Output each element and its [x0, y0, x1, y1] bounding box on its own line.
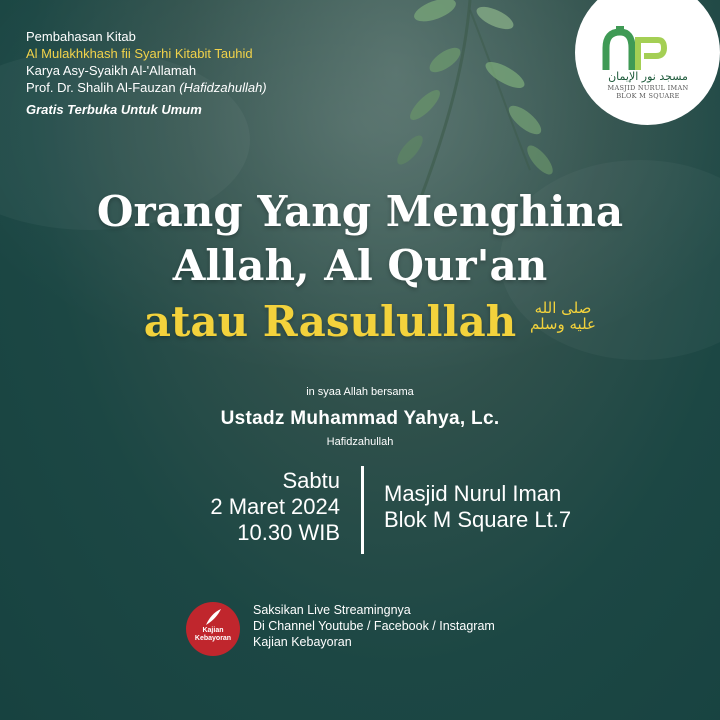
kitab-author-name: Prof. Dr. Shalih Al-Fauzan: [26, 80, 176, 95]
title-line-1: Orang Yang Menghina: [96, 187, 624, 236]
kajian-kebayoran-logo-text: [186, 627, 240, 643]
event-date: 2 Maret 2024: [210, 494, 340, 519]
event-time: 10.30 WIB: [237, 520, 340, 545]
kitab-author: [26, 79, 267, 96]
mosque-logo-icon: [598, 26, 668, 70]
venue-name: Masjid Nurul Iman: [384, 481, 562, 506]
kitab-intro: Pembahasan Kitab: [26, 29, 136, 44]
mosque-logo-name-line2: BLOK M SQUARE: [616, 92, 680, 100]
livestream-info: [253, 602, 495, 650]
speaker-intro: in syaa Allah bersama: [306, 386, 414, 398]
livestream-line-1: Saksikan Live Streamingnya: [253, 603, 411, 617]
event-day: Sabtu: [282, 468, 340, 493]
feather-icon: [203, 608, 223, 626]
schedule-divider: [361, 466, 364, 554]
salawat-calligraphy: صلى الله عليه وسلم: [529, 299, 596, 333]
mosque-logo-name: [598, 84, 698, 100]
venue-location: Blok M Square Lt.7: [384, 507, 572, 532]
free-entry-note: Gratis Terbuka Untuk Umum: [26, 102, 202, 117]
speaker-honorific: Hafidzahullah: [326, 436, 394, 448]
speaker-name: Ustadz Muhammad Yahya, Lc.: [220, 408, 500, 429]
badge-line-2: Kebayoran: [194, 635, 232, 642]
badge-line-1: Kajian: [202, 627, 224, 634]
kitab-info: [26, 28, 267, 118]
mosque-logo-arabic: مسجد نور الإيمان: [608, 70, 688, 83]
kitab-title: Al Mulakhkhash fii Syarhi Kitabit Tauhid: [26, 46, 253, 61]
kitab-author-intro: Karya Asy-Syaikh Al-'Allamah: [26, 63, 197, 78]
kitab-author-honorific: (Hafidzahullah): [179, 80, 267, 95]
mosque-logo-name-line1: MASJID NURUL IMAN: [607, 84, 689, 92]
livestream-line-3: Kajian Kebayoran: [253, 635, 352, 649]
title-line-2: Allah, Al Qur'an: [172, 241, 548, 290]
livestream-line-2: Di Channel Youtube / Facebook / Instagram: [253, 619, 495, 633]
title-line-3: atau Rasulullah: [143, 297, 517, 346]
